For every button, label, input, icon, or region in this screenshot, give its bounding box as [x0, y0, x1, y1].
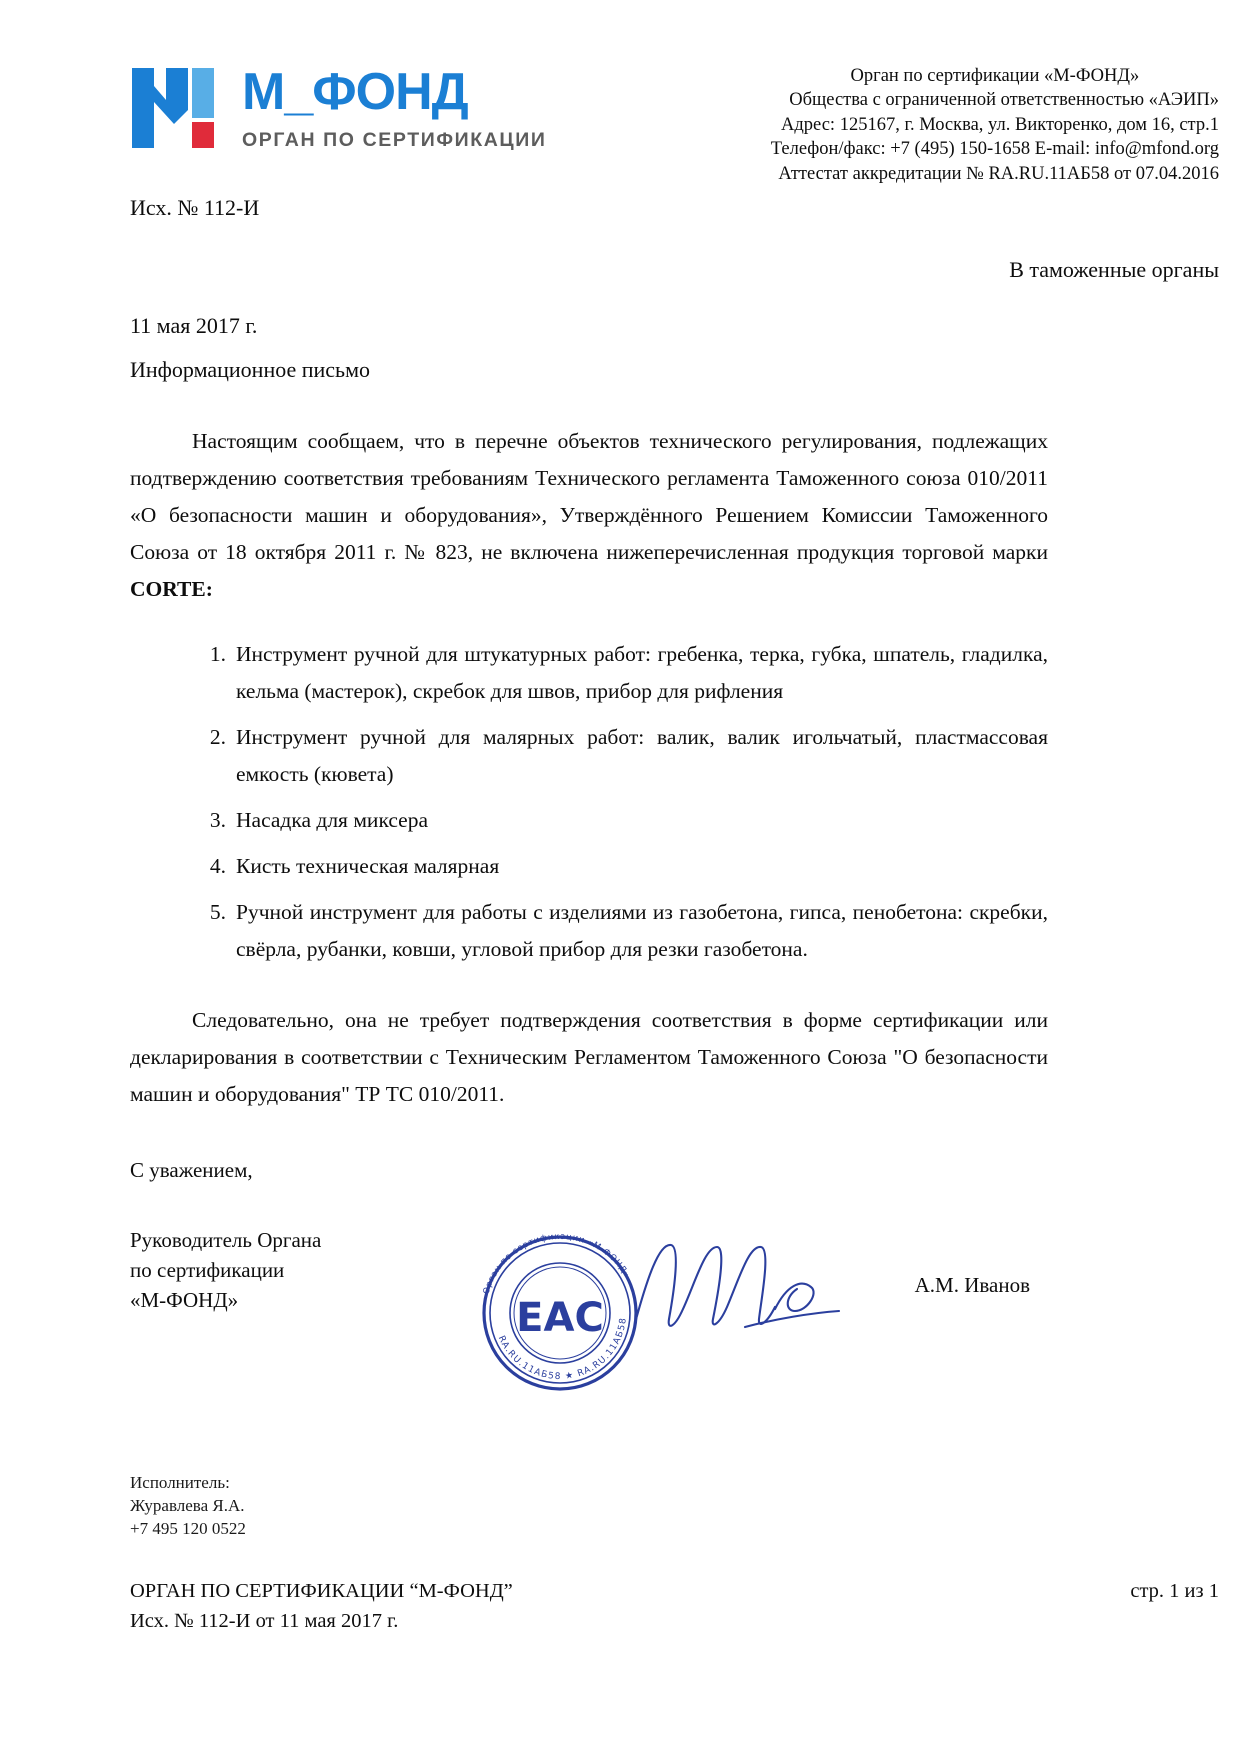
letter-body — [130, 423, 1048, 1541]
signer-name: А.М. Иванов — [914, 1272, 1030, 1297]
list-item: Инструмент ручной для малярных работ: валик, валик игольчатый, пластмассовая емкость (кювета) — [236, 724, 1048, 786]
org-detail-line: Орган по сертификации «М-ФОНД» — [850, 66, 1140, 86]
list-item: Инструмент ручной для штукатурных работ: гребенка, терка, губка, шпатель, гладилка, кельма (мастерок), скребок для швов, прибор для рифления — [236, 641, 1048, 703]
logo-text — [242, 62, 546, 152]
org-detail-line: Общества с ограниченной ответственностью «АЭИП» — [789, 90, 1219, 111]
letter-type: Информационное письмо — [130, 357, 371, 382]
letterhead — [130, 62, 1219, 186]
org-detail-line: Адрес: 125167, г. Москва, ул. Викторенко, дом 16, стр.1 — [781, 114, 1219, 135]
company-logo — [130, 62, 546, 152]
footer-identity — [130, 1576, 513, 1638]
letter-date: 11 мая 2017 г. — [130, 313, 258, 338]
conclusion-paragraph: Следовательно, она не требует подтверждения соответствия в форме сертификации или декларирования в соответствии с Техническим Регламентом Таможенного Союза "О безопасности машин и оборудования" ТР ТС 010/2011. — [130, 1007, 1048, 1106]
addressee: В таможенные органы — [1009, 257, 1219, 282]
outgoing-number: Исх. № 112-И — [130, 195, 260, 220]
logo-wordmark: М_ФОНД — [242, 63, 468, 121]
signature-block — [130, 1225, 1048, 1405]
signer-role-line: «М-ФОНД» — [130, 1288, 239, 1313]
footer-line: ОРГАН ПО СЕРТИФИКАЦИИ “М-ФОНД” — [130, 1579, 513, 1602]
executor-label: Исполнитель: — [130, 1472, 230, 1492]
list-item: Ручной инструмент для работы с изделиями из газобетона, гипса, пенобетона: скребки, свёрла, рубанки, ковши, угловой прибор для резки газобетона. — [236, 899, 1048, 961]
logo-mark-icon — [130, 62, 230, 152]
signer-role-line: Руководитель Органа — [130, 1227, 322, 1252]
organization-details — [771, 62, 1219, 186]
brand-name: CORTE: — [130, 576, 213, 601]
closing-salutation: С уважением, — [130, 1157, 253, 1182]
page-footer — [130, 1576, 1219, 1638]
intro-paragraph — [130, 423, 1048, 608]
svg-text:Орган по сертификации «М-ФОНД»: Орган по сертификации «М-ФОНД» — [481, 1231, 632, 1296]
executor-name: Журавлева Я.А. — [130, 1495, 245, 1515]
page-number: стр. 1 из 1 — [1130, 1579, 1219, 1602]
executor-info — [130, 1471, 1048, 1541]
svg-text:RA.RU.11АБ58 ★ RA.RU.11АБ58: RA.RU.11АБ58 ★ RA.RU.11АБ58 — [495, 1316, 629, 1382]
product-list — [130, 636, 1048, 968]
executor-phone: +7 495 120 0522 — [130, 1519, 246, 1539]
signer-role — [130, 1225, 450, 1316]
signer-role-line: по сертификации — [130, 1257, 285, 1282]
logo-subtitle: ОРГАН ПО СЕРТИФИКАЦИИ — [242, 129, 547, 151]
handwritten-signature — [625, 1227, 885, 1347]
svg-text:ЕАС: ЕАС — [516, 1294, 604, 1341]
list-item: Насадка для миксера — [236, 807, 428, 832]
org-detail-line: Телефон/факс: +7 (495) 150-1658 E-mail: info@mfond.org — [770, 139, 1219, 160]
org-detail-line: Аттестат аккредитации № RA.RU.11АБ58 от 07.04.2016 — [778, 163, 1219, 184]
footer-line: Исх. № 112-И от 11 мая 2017 г. — [130, 1610, 399, 1633]
intro-text: Настоящим сообщаем, что в перечне объектов технического регулирования, подлежащих подтверждению соответствия требованиям Технического регламента Таможенного союза 010/2011 «О безопасности машин и оборудования», Утверждённого Решением Комиссии Таможенного Союза от 18 октября 2011 г. № 823, не включена нижеперечисленная продукция торговой марки — [130, 429, 1048, 564]
list-item: Кисть техническая малярная — [236, 853, 500, 878]
